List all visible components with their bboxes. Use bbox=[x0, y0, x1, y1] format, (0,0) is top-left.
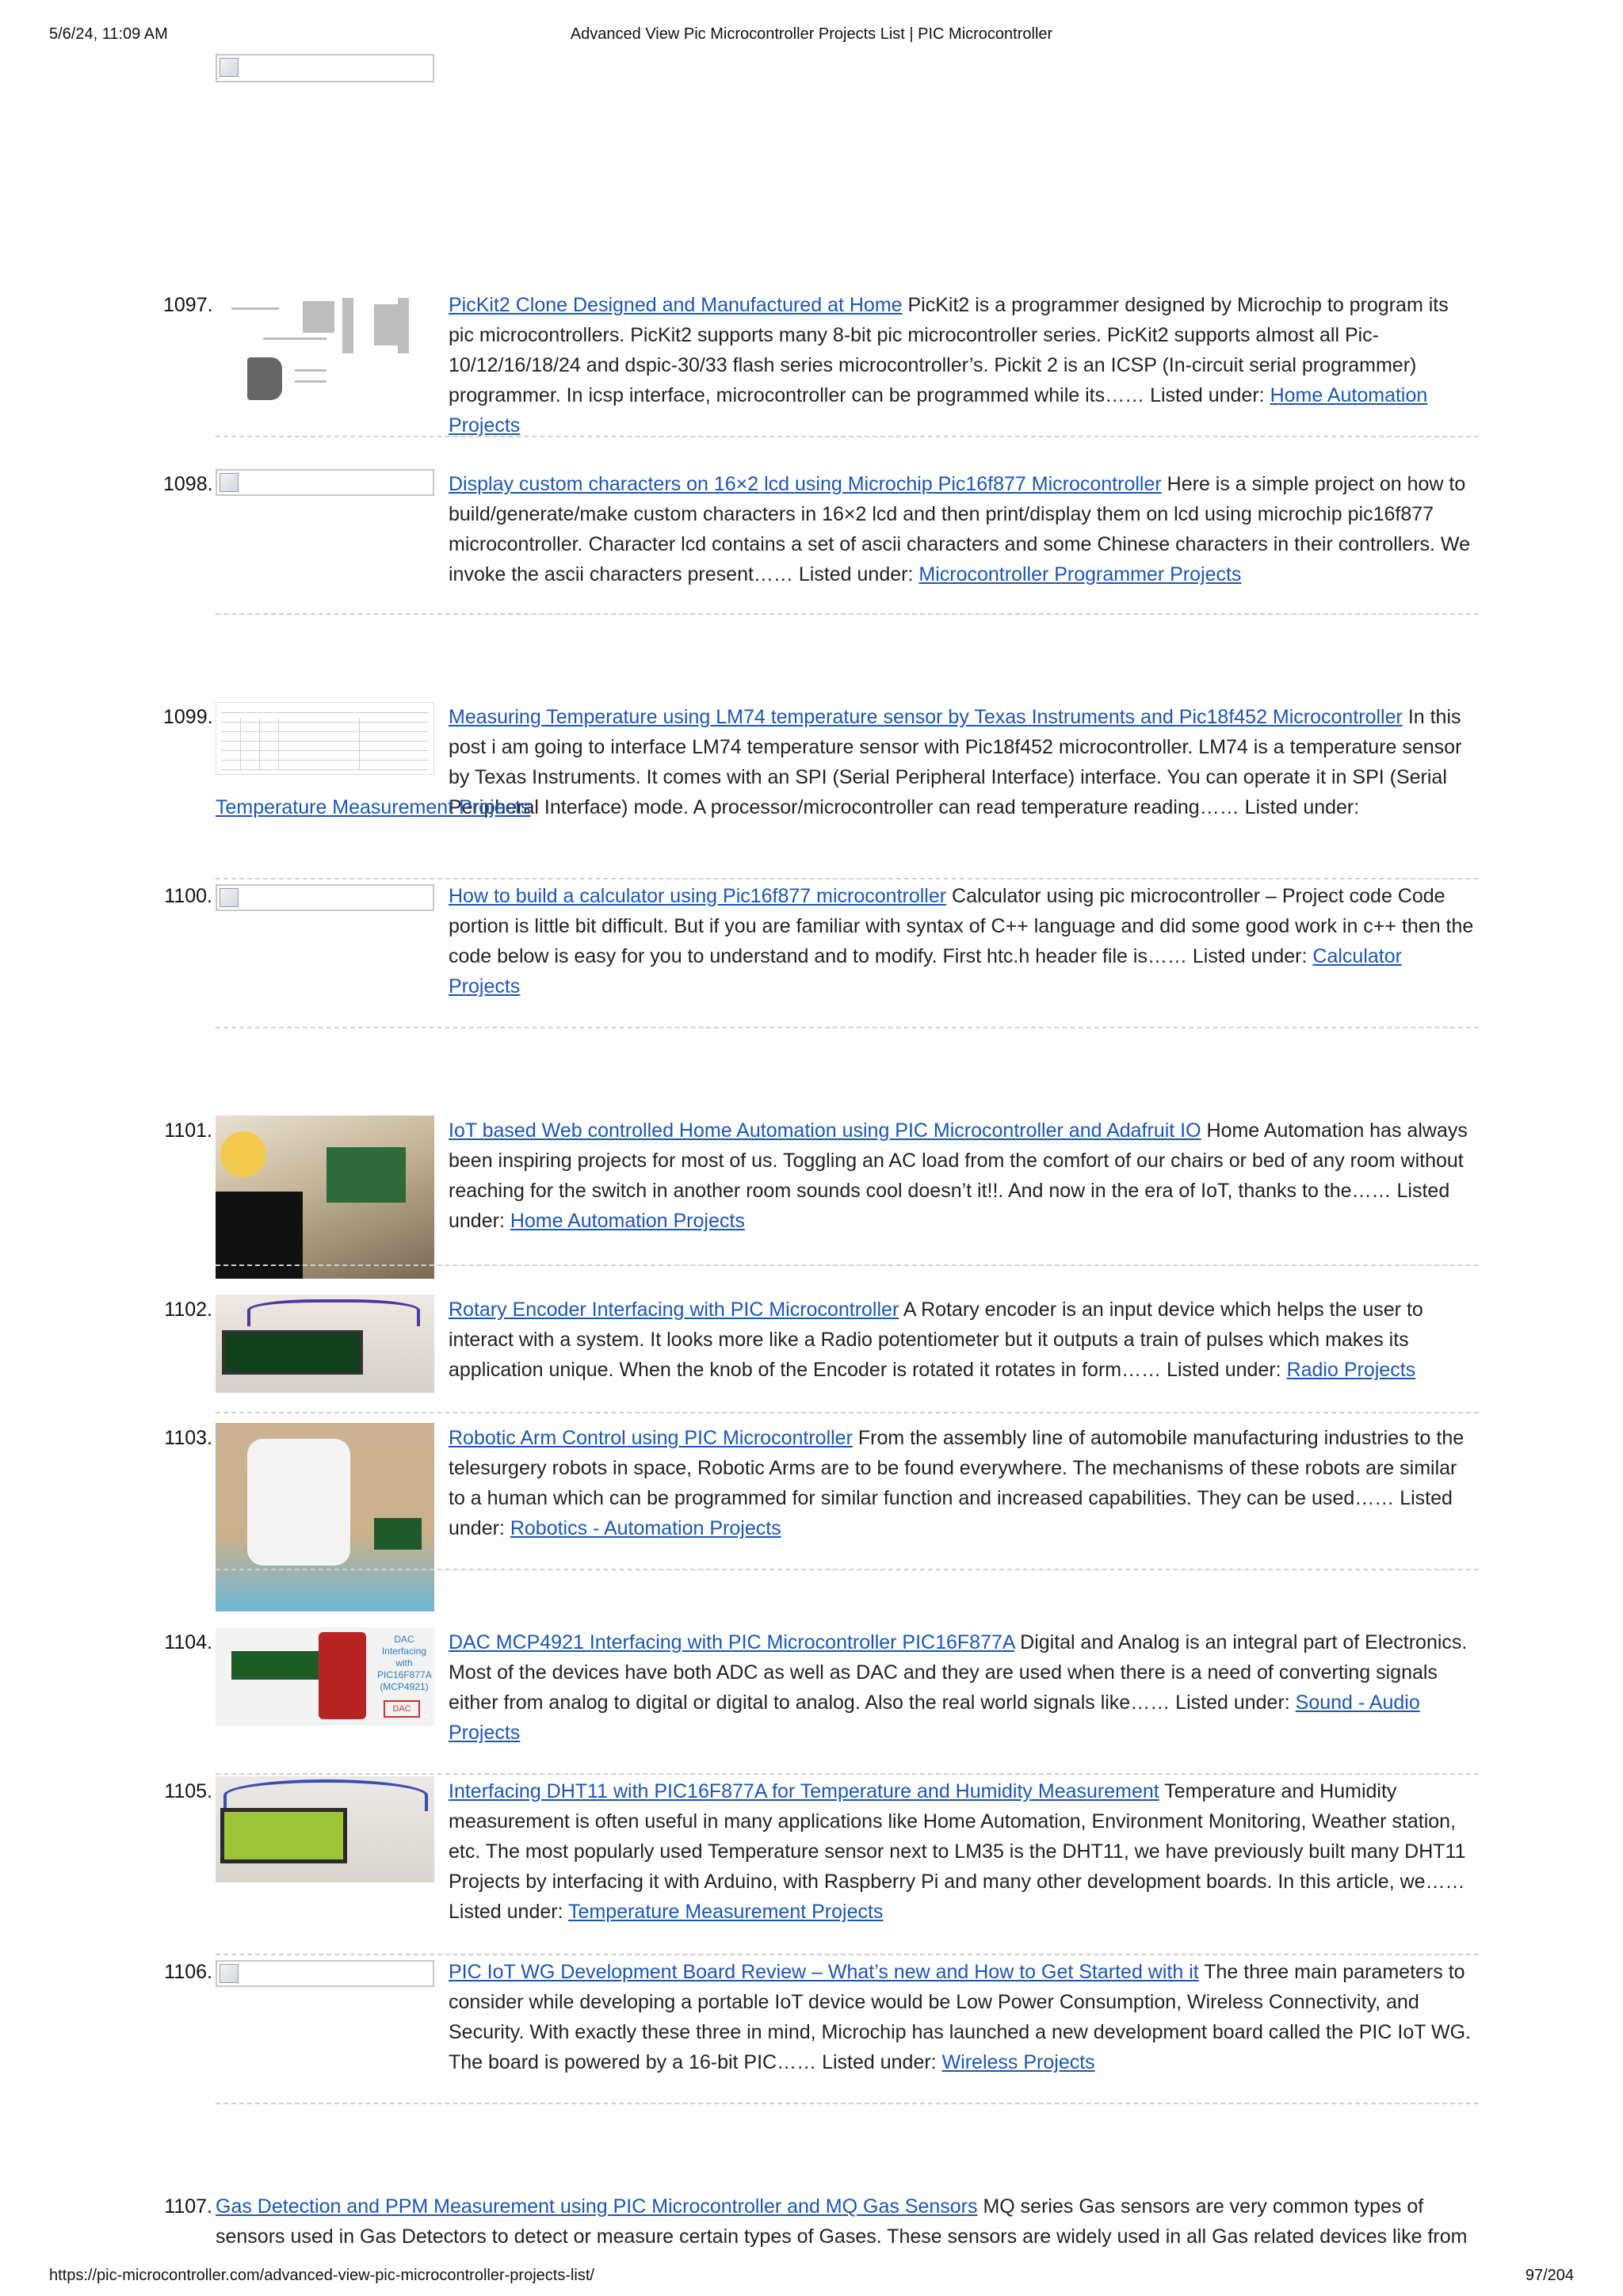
item-number: 1107. bbox=[164, 2195, 212, 2218]
project-title-link[interactable]: PicKit2 Clone Designed and Manufactured at Home bbox=[449, 294, 903, 316]
separator bbox=[216, 1773, 1479, 1775]
item-text: Measuring Temperature using LM74 temperature sensor by Texas Instruments and Pic18f452 Microcontroller In this post i am going to interface LM74 temperature sensor with Pic18f452 microcontroller. LM74 is a temperature sensor by Texas Instruments. It comes with an SPI (Serial Peripheral Interface) interface. You can operate it in SPI (Serial Peripheral Interface) mode. A processor/microcontroller can read temperature reading…… Listed under: bbox=[449, 706, 1462, 818]
schematic-thumbnail[interactable] bbox=[216, 290, 434, 409]
item-number: 1097. bbox=[163, 294, 213, 316]
home-automation-thumbnail[interactable] bbox=[216, 1116, 434, 1279]
project-title-link[interactable]: How to build a calculator using Pic16f877 microcontroller bbox=[449, 885, 947, 907]
item-text: Interfacing DHT11 with PIC16F877A for Temperature and Humidity Measurement Temperature and Humidity measurement is often useful in many applications like Home Automation, Environment Monitoring, Weather station, etc. The most popularly used Temperature sensor next to LM35 is the DHT11, we have previously built many DHT11 Projects by interfacing it with Arduino, with Raspberry Pi and many other development boards. In this article, we…… Listed under: Temperature Measurement Projects bbox=[449, 1780, 1466, 1923]
item-text-wrap bbox=[216, 792, 1479, 822]
separator bbox=[216, 1264, 1479, 1266]
broken-image-icon[interactable] bbox=[216, 884, 434, 911]
project-title-link[interactable]: Interfacing DHT11 with PIC16F877A for Temperature and Humidity Measurement bbox=[449, 1780, 1159, 1802]
separator bbox=[216, 2103, 1479, 2104]
category-link[interactable]: Robotics - Automation Projects bbox=[510, 1517, 781, 1539]
item-number: 1099. bbox=[163, 706, 213, 728]
item-text: How to build a calculator using Pic16f877 microcontroller Calculator using pic microcontroller – Project code Code portion is little bit difficult. But if you are familiar with syntax of C++ language and did some good work in c++ then the code below is easy for you to understand and to modify. First htc.h header file is…… Listed under: Calculator Projects bbox=[449, 885, 1474, 997]
category-link[interactable]: Home Automation Projects bbox=[449, 384, 1428, 437]
item-number: 1104. bbox=[164, 1631, 212, 1653]
project-title-link[interactable]: Gas Detection and PPM Measurement using PIC Microcontroller and MQ Gas Sensors bbox=[216, 2195, 978, 2218]
category-link[interactable]: Home Automation Projects bbox=[510, 1210, 745, 1232]
project-title-link[interactable]: PIC IoT WG Development Board Review – What’s new and How to Get Started with it bbox=[449, 1961, 1199, 1983]
project-title-link[interactable]: IoT based Web controlled Home Automation using PIC Microcontroller and Adafruit IO bbox=[449, 1119, 1201, 1142]
page-title: Advanced View Pic Microcontroller Projects List | PIC Microcontroller bbox=[570, 25, 1053, 43]
category-link[interactable]: Temperature Measurement Projects bbox=[568, 1901, 884, 1923]
category-link[interactable]: Wireless Projects bbox=[941, 2051, 1095, 2073]
item-number: 1105. bbox=[164, 1780, 212, 1802]
project-title-link[interactable]: Rotary Encoder Interfacing with PIC Microcontroller bbox=[449, 1299, 899, 1321]
dac-box: DAC bbox=[384, 1700, 420, 1718]
print-date: 5/6/24, 11:09 AM bbox=[49, 25, 168, 43]
item-number: 1100. bbox=[164, 885, 212, 907]
dac-caption: DAC Interfacing with PIC16F877A (MCP4921) bbox=[377, 1634, 432, 1692]
separator bbox=[216, 1027, 1479, 1028]
project-title-link[interactable]: DAC MCP4921 Interfacing with PIC Microcontroller PIC16F877A bbox=[449, 1631, 1015, 1653]
item-number: 1103. bbox=[164, 1427, 212, 1449]
item-text: IoT based Web controlled Home Automation using PIC Microcontroller and Adafruit IO Home Automation has always been inspiring projects for most of us. Toggling an AC load from the comfort of our chairs or bed of any room without reaching for the switch in another room sounds cool doesn’t it!!. And now in the era of IoT, thanks to the…… Listed under: Home Automation Projects bbox=[449, 1119, 1468, 1232]
item-text: Gas Detection and PPM Measurement using PIC Microcontroller and MQ Gas Sensors MQ series Gas sensors are very common types of sensors used in Gas Detectors to detect or measure certain types of Gases. These sensors are widely used in all Gas related devices like from bbox=[216, 2195, 1468, 2248]
project-title-link[interactable]: Robotic Arm Control using PIC Microcontroller bbox=[449, 1427, 853, 1449]
robotic-arm-thumbnail[interactable] bbox=[216, 1423, 434, 1611]
page-url: https://pic-microcontroller.com/advanced-view-pic-microcontroller-projects-list/ bbox=[49, 2267, 594, 2284]
item-text: DAC MCP4921 Interfacing with PIC Microcontroller PIC16F877A Digital and Analog is an integral part of Electronics. Most of the devices have both ADC as well as DAC and they are used when there is a need of converting signals either from analog to digital or digital to analog. Also the real world signals like…… Listed under: Sound - Audio Projects bbox=[449, 1631, 1468, 1744]
category-link[interactable]: Calculator Projects bbox=[449, 945, 1402, 997]
category-link[interactable]: Microcontroller Programmer Projects bbox=[918, 563, 1242, 585]
item-text: Rotary Encoder Interfacing with PIC Microcontroller A Rotary encoder is an input device which helps the user to interact with a system. It looks more like a Radio potentiometer but it outputs a train of pulses which makes its application unique. When the knob of the Encoder is rotated it rotates in form…… Listed under: Radio Projects bbox=[449, 1299, 1423, 1381]
separator bbox=[216, 1954, 1479, 1955]
broken-image-icon bbox=[216, 54, 434, 82]
item-text: Display custom characters on 16×2 lcd using Microchip Pic16f877 Microcontroller Here is a simple project on how to build/generate/make custom characters in 16×2 lcd and then print/display them on lcd using microchip pic16f877 microcontroller. Character lcd contains a set of ascii characters and some Chinese characters in their controllers. We invoke the ascii characters present…… Listed under: Microcontroller Programmer Projects bbox=[449, 473, 1470, 585]
broken-image-icon[interactable] bbox=[216, 1960, 434, 1987]
broken-image-icon[interactable] bbox=[216, 469, 434, 496]
item-text: Robotic Arm Control using PIC Microcontroller From the assembly line of automobile manufacturing industries to the telesurgery robots in space, Robotic Arms are to be found everywhere. The mechanisms of these robots are similar to a human which can be programmed for similar function and increased capabilities. They can be used…… Listed under: Robotics - Automation Projects bbox=[449, 1427, 1465, 1539]
separator bbox=[216, 1569, 1479, 1570]
project-title-link[interactable]: Measuring Temperature using LM74 temperature sensor by Texas Instruments and Pic18f452 Microcontroller bbox=[449, 706, 1403, 728]
project-title-link[interactable]: Display custom characters on 16×2 lcd using Microchip Pic16f877 Microcontroller bbox=[449, 473, 1162, 495]
item-number: 1106. bbox=[164, 1961, 212, 1983]
separator bbox=[216, 878, 1479, 879]
item-number: 1098. bbox=[163, 473, 213, 495]
rotary-encoder-thumbnail[interactable] bbox=[216, 1295, 434, 1393]
item-text: PicKit2 Clone Designed and Manufactured at Home PicKit2 is a programmer designed by Microchip to program its pic microcontrollers. PicKit2 supports many 8-bit pic microcontroller series. PicKit2 supports almost all Pic-10/12/16/18/24 and dspic-30/33 flash series microcontroller’s. Pickit 2 is an ICSP (In-circuit serial programmer) programmer. In icsp interface, microcontroller can be programmed while its…… Listed under: Home Automation Projects bbox=[449, 294, 1449, 437]
item-text: PIC IoT WG Development Board Review – What’s new and How to Get Started with it The three main parameters to consider while developing a portable IoT device would be Low Power Consumption, Wireless Connectivity, and Security. With exactly these three in mind, Microchip has launched a new development board called the PIC IoT WG. The board is powered by a 16-bit PIC…… Listed under: Wireless Projects bbox=[449, 1961, 1471, 2073]
category-link[interactable]: Temperature Measurement Projects bbox=[216, 796, 531, 818]
category-link[interactable]: Radio Projects bbox=[1286, 1359, 1416, 1381]
dac-thumbnail[interactable] bbox=[216, 1627, 434, 1726]
item-number: 1102. bbox=[164, 1299, 212, 1321]
item-number: 1101. bbox=[164, 1119, 212, 1142]
category-link[interactable]: Sound - Audio Projects bbox=[449, 1691, 1420, 1744]
separator bbox=[216, 1412, 1479, 1413]
pin-table-thumbnail[interactable] bbox=[216, 702, 434, 775]
separator bbox=[216, 613, 1479, 615]
dht11-thumbnail[interactable] bbox=[216, 1776, 434, 1882]
page-number: 97/204 bbox=[1525, 2267, 1574, 2284]
separator bbox=[216, 436, 1479, 437]
